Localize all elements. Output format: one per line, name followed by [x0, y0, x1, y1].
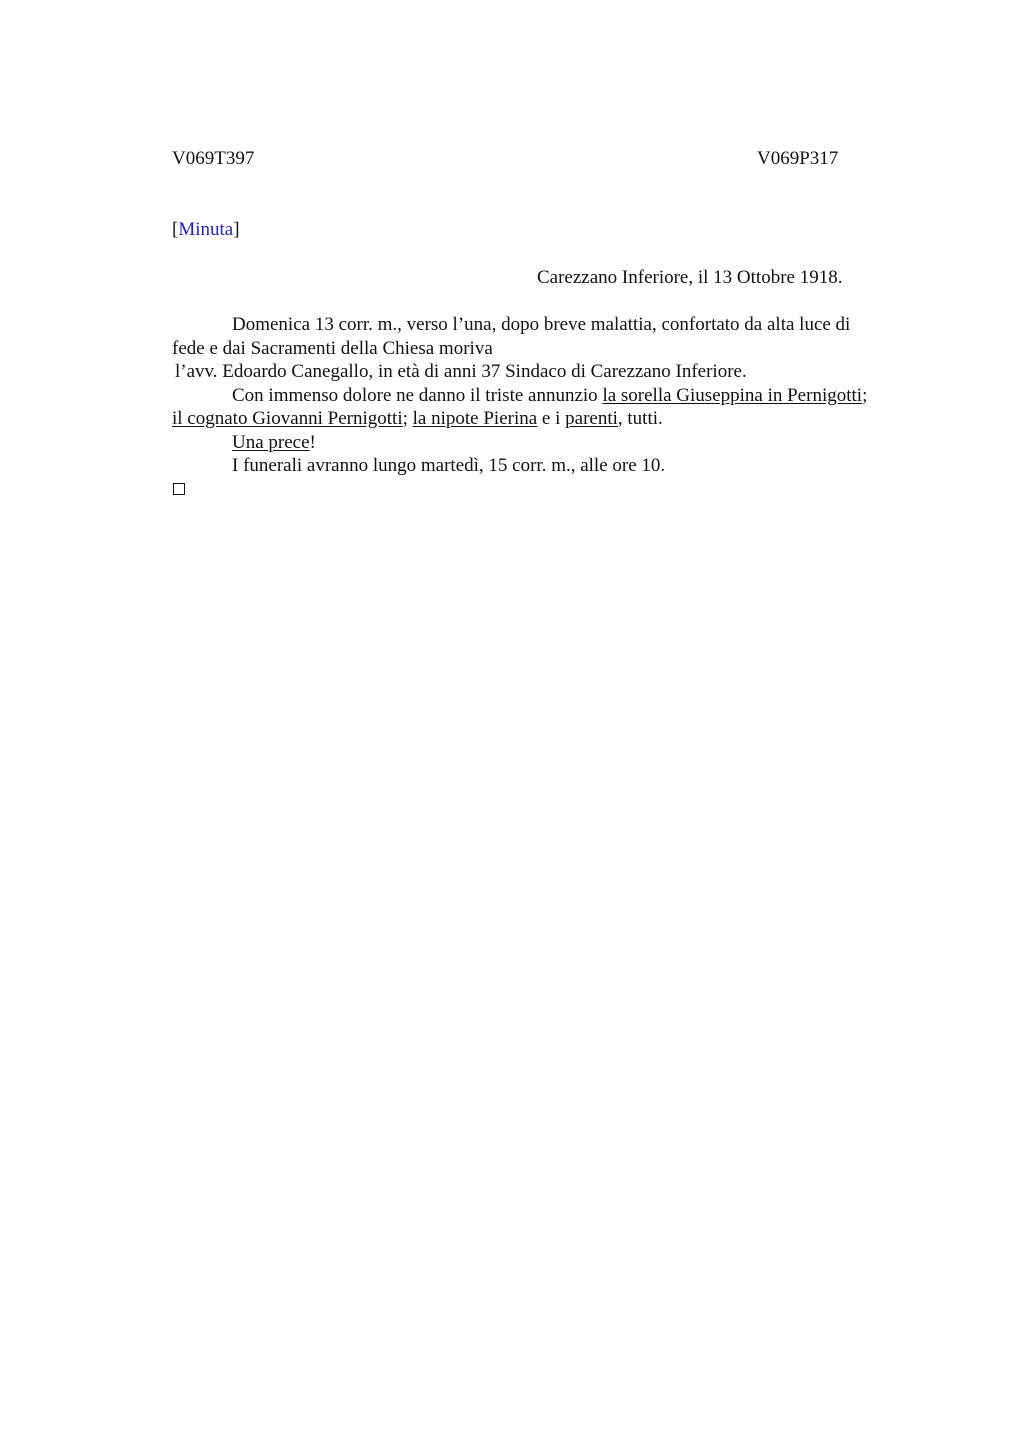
paragraph-2-line-1	[172, 384, 932, 408]
announce-suffix: , tutti.	[617, 408, 663, 429]
paragraph-1-line-3: l’avv. Edoardo Canegallo, in età di anni 37 Sindaco di Carezzano Inferiore.	[175, 361, 747, 382]
minuta-link[interactable]: Minuta	[178, 219, 234, 240]
announce-prefix: Con immenso dolore ne danno il triste annunzio	[232, 384, 603, 406]
exclamation: !	[309, 431, 316, 453]
document-code-left: V069T397	[172, 148, 255, 169]
empty-square-icon[interactable]	[173, 483, 185, 495]
conjunction: e i	[537, 408, 566, 429]
close-bracket: ]	[233, 219, 240, 240]
separator: ;	[862, 384, 868, 406]
dateline: Carezzano Inferiore, il 13 Ottobre 1918.	[537, 267, 843, 288]
separator: ;	[402, 408, 413, 429]
document-code-right: V069P317	[757, 148, 839, 169]
document-type-label	[172, 218, 240, 242]
niece-name: la nipote Pierina	[412, 408, 538, 429]
paragraph-1-line-2: fede e dai Sacramenti della Chiesa moriva	[172, 337, 493, 359]
brother-in-law-name: il cognato Giovanni Pernigotti	[172, 408, 403, 429]
announcement-body	[172, 313, 932, 478]
paragraph-2-line-2	[172, 407, 932, 431]
paragraph-1-line-1: Domenica 13 corr. m., verso l’una, dopo breve malattia, confortato da alta luce di	[232, 314, 851, 335]
paragraph-4-funeral: I funerali avranno lungo martedì, 15 corr. m., alle ore 10.	[232, 455, 666, 476]
paragraph-3	[172, 431, 932, 455]
relatives: parenti	[565, 408, 618, 429]
sister-name: la sorella Giuseppina in Pernigotti	[602, 384, 863, 406]
open-bracket: [	[172, 219, 179, 240]
prayer-request: Una prece	[232, 431, 310, 453]
